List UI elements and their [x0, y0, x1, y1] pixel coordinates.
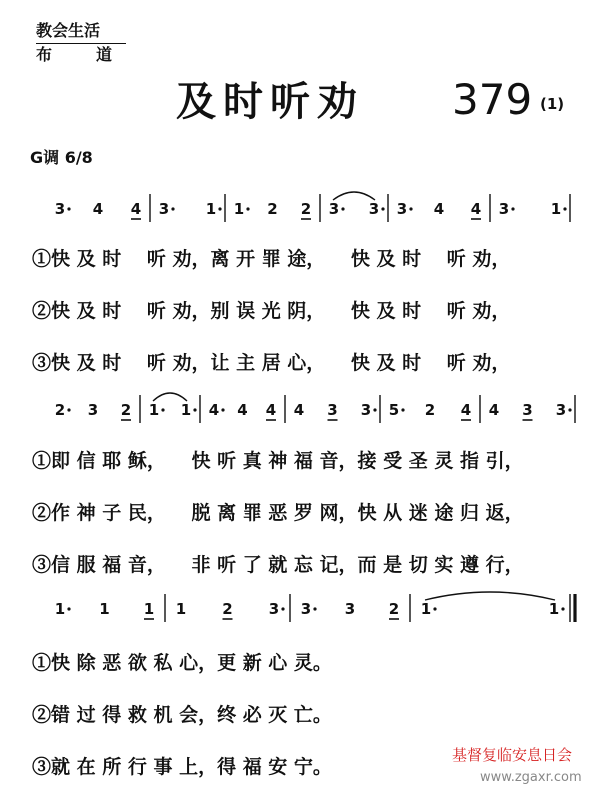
note-digit: 4 [265, 401, 277, 419]
slur-mark [333, 192, 375, 200]
dot-mark [281, 607, 284, 610]
dot-mark [218, 207, 221, 210]
lyric-line: ②快 及 时 听 劝，别 误 光 阴， 快 及 时 听 劝， [32, 300, 511, 322]
note-digit: 3 [498, 200, 510, 218]
note-digit: 3 [328, 200, 340, 218]
note-digit: 4 [488, 401, 500, 419]
lyric-line: ②作 神 子 民， 脱 离 罪 恶 罗 网，快 从 迷 途 归 返， [32, 502, 524, 524]
note-digit: 3 [396, 200, 408, 218]
note-digit: 3 [300, 600, 312, 618]
dot-mark [221, 408, 224, 411]
lyric-line: ③信 服 福 音， 非 听 了 就 忘 记，而 是 切 实 遵 行， [32, 554, 524, 576]
dot-mark [67, 408, 70, 411]
note-digit: 3 [268, 600, 280, 618]
lyric-line: ①即 信 耶 稣， 快 听 真 神 福 音，接 受 圣 灵 指 引， [32, 450, 524, 472]
note-digit: 5 [388, 401, 400, 419]
category-main: 教会生活 [36, 20, 126, 44]
note-digit: 4 [130, 200, 142, 218]
note-digit: 3 [522, 401, 533, 419]
hymn-title: 及时听劝 [176, 78, 364, 125]
dot-mark [67, 207, 70, 210]
note-digit: 3 [360, 401, 372, 419]
lyric-line: ①快 除 恶 欲 私 心，更 新 心 灵。 [32, 652, 332, 674]
note-digit: 3 [158, 200, 170, 218]
dot-mark [246, 207, 249, 210]
note-digit: 3 [327, 401, 338, 419]
dot-mark [161, 408, 164, 411]
note-digit: 4 [460, 401, 472, 419]
dot-mark [409, 207, 412, 210]
note-digit: 3 [87, 401, 99, 419]
dot-mark [433, 607, 436, 610]
lyric-line: ②错 过 得 救 机 会，终 必 灭 亡。 [32, 704, 332, 726]
slur-mark [425, 592, 555, 600]
lyric-line: ③就 在 所 行 事 上，得 福 安 宁。 [32, 756, 332, 778]
dot-mark [193, 408, 196, 411]
note-digit: 4 [433, 200, 445, 218]
note-digit: 1 [550, 200, 562, 218]
dot-mark [67, 607, 70, 610]
note-digit: 1 [233, 200, 245, 218]
note-digit: 1 [180, 401, 192, 419]
note-digit: 4 [237, 401, 248, 419]
note-digit: 2 [54, 401, 66, 419]
dot-mark [511, 207, 514, 210]
dot-mark [401, 408, 404, 411]
note-digit: 4 [293, 401, 305, 419]
lyric-line: ③快 及 时 听 劝，让 主 居 心， 快 及 时 听 劝， [32, 352, 511, 374]
note-digit: 2 [120, 401, 132, 419]
note-digit: 4 [92, 200, 104, 218]
note-digit: 2 [222, 600, 233, 618]
slur-mark [153, 393, 187, 401]
hymn-number: 379 [452, 75, 533, 124]
note-digit: 3 [368, 200, 380, 218]
note-digit: 3 [555, 401, 567, 419]
note-digit: 4 [208, 401, 220, 419]
note-digit: 2 [424, 401, 436, 419]
note-digit: 3 [54, 200, 66, 218]
watermark-url: www.zgaxr.com [480, 770, 582, 785]
note-digit: 1 [175, 600, 187, 618]
lyric-line: ①快 及 时 听 劝，离 开 罪 途， 快 及 时 听 劝， [32, 248, 511, 270]
note-digit: 1 [99, 600, 110, 618]
note-digit: 3 [344, 600, 356, 618]
note-digit: 1 [148, 401, 160, 419]
note-digit: 2 [267, 200, 278, 218]
watermark-text: 基督复临安息日会 [452, 746, 573, 764]
key-signature: G调 6/8 [30, 148, 93, 167]
dot-mark [171, 207, 174, 210]
dot-mark [561, 607, 564, 610]
note-digit: 2 [388, 600, 400, 618]
note-digit: 4 [470, 200, 482, 218]
dot-mark [568, 408, 571, 411]
note-digit: 1 [420, 600, 432, 618]
dot-mark [313, 607, 316, 610]
hymn-part: (1) [540, 95, 565, 113]
note-digit: 1 [205, 200, 217, 218]
note-digit: 2 [300, 200, 312, 218]
dot-mark [373, 408, 376, 411]
dot-mark [341, 207, 344, 210]
note-digit: 1 [54, 600, 66, 618]
note-digit: 1 [548, 600, 560, 618]
note-digit: 1 [143, 600, 155, 618]
dot-mark [563, 207, 566, 210]
dot-mark [381, 207, 384, 210]
category-sub: 布 道 [36, 45, 127, 64]
